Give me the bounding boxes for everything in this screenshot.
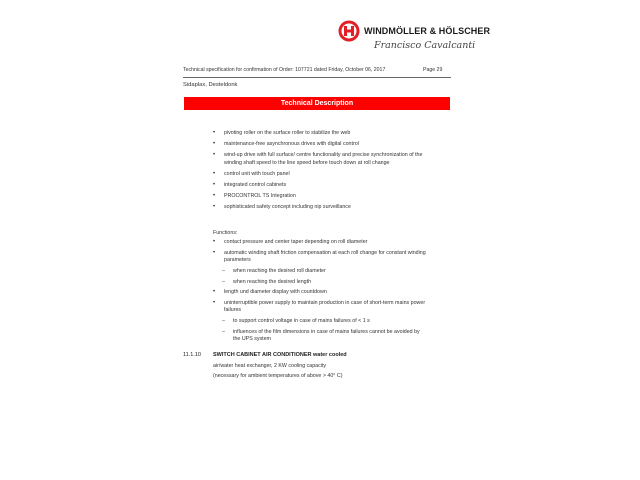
subsection-note: (necessary for ambient temperatures of above > 40° C) xyxy=(213,373,343,379)
sub-list-item: – to support control voltage in case of mains failures of < 1 s xyxy=(213,318,428,325)
feature-list xyxy=(213,130,428,216)
list-item: • uninterruptible power supply to maintain production in case of short-term mains power failures xyxy=(213,300,428,314)
list-item: • length und diameter display with countdown xyxy=(213,289,428,296)
list-item: • sophisticated safety concept including nip surveillance xyxy=(213,204,428,211)
list-item: • PROCONTROL TS Integration xyxy=(213,193,428,200)
section-title-bar: Technical Description xyxy=(184,97,450,110)
company-logo-icon xyxy=(338,20,360,42)
subsection-title: SWITCH CABINET AIR CONDITIONER water cooled xyxy=(213,352,347,358)
subsection-detail: air/water heat exchanger, 2 KW cooling capacity xyxy=(213,363,327,369)
page-number: Page 29 xyxy=(423,67,443,73)
list-item: • maintenance-free asynchronous drives with digital control xyxy=(213,141,428,148)
brand-name: WINDMÖLLER & HÖLSCHER xyxy=(364,26,491,36)
subsection-number: 11.1.10 xyxy=(183,352,201,358)
spec-header-line: Technical specification for confirmation of Order: 107721 dated Friday, October 06, 2017 xyxy=(183,67,386,73)
list-item: • contact pressure and center taper depending on roll diameter xyxy=(213,239,428,246)
list-item: • control unit with touch panel xyxy=(213,171,428,178)
functions-list xyxy=(213,239,428,347)
list-item: • automatic winding shaft friction compensation at each roll change for constant winding parameters xyxy=(213,250,428,264)
signature: Francisco Cavalcanti xyxy=(374,40,476,51)
functions-heading: Functions: xyxy=(213,230,238,236)
sub-list-item: – influences of the film dimensions in case of mains failures cannot be avoided by the UPS system xyxy=(213,329,428,343)
header-divider xyxy=(183,77,451,78)
list-item: • wind-up drive with full surface/ centre functionality and precise synchronization of the winding shaft speed to the line speed before touch down at roll change xyxy=(213,152,428,166)
sub-list-item: – when reaching the desired length xyxy=(213,279,428,286)
list-item: • integrated control cabinets xyxy=(213,182,428,189)
list-item: • pivoting roller on the surface roller to stabilize the web xyxy=(213,130,428,137)
customer-location: Sidaplax, Desteldonk xyxy=(183,82,238,88)
sub-list-item: – when reaching the desired roll diameter xyxy=(213,268,428,275)
